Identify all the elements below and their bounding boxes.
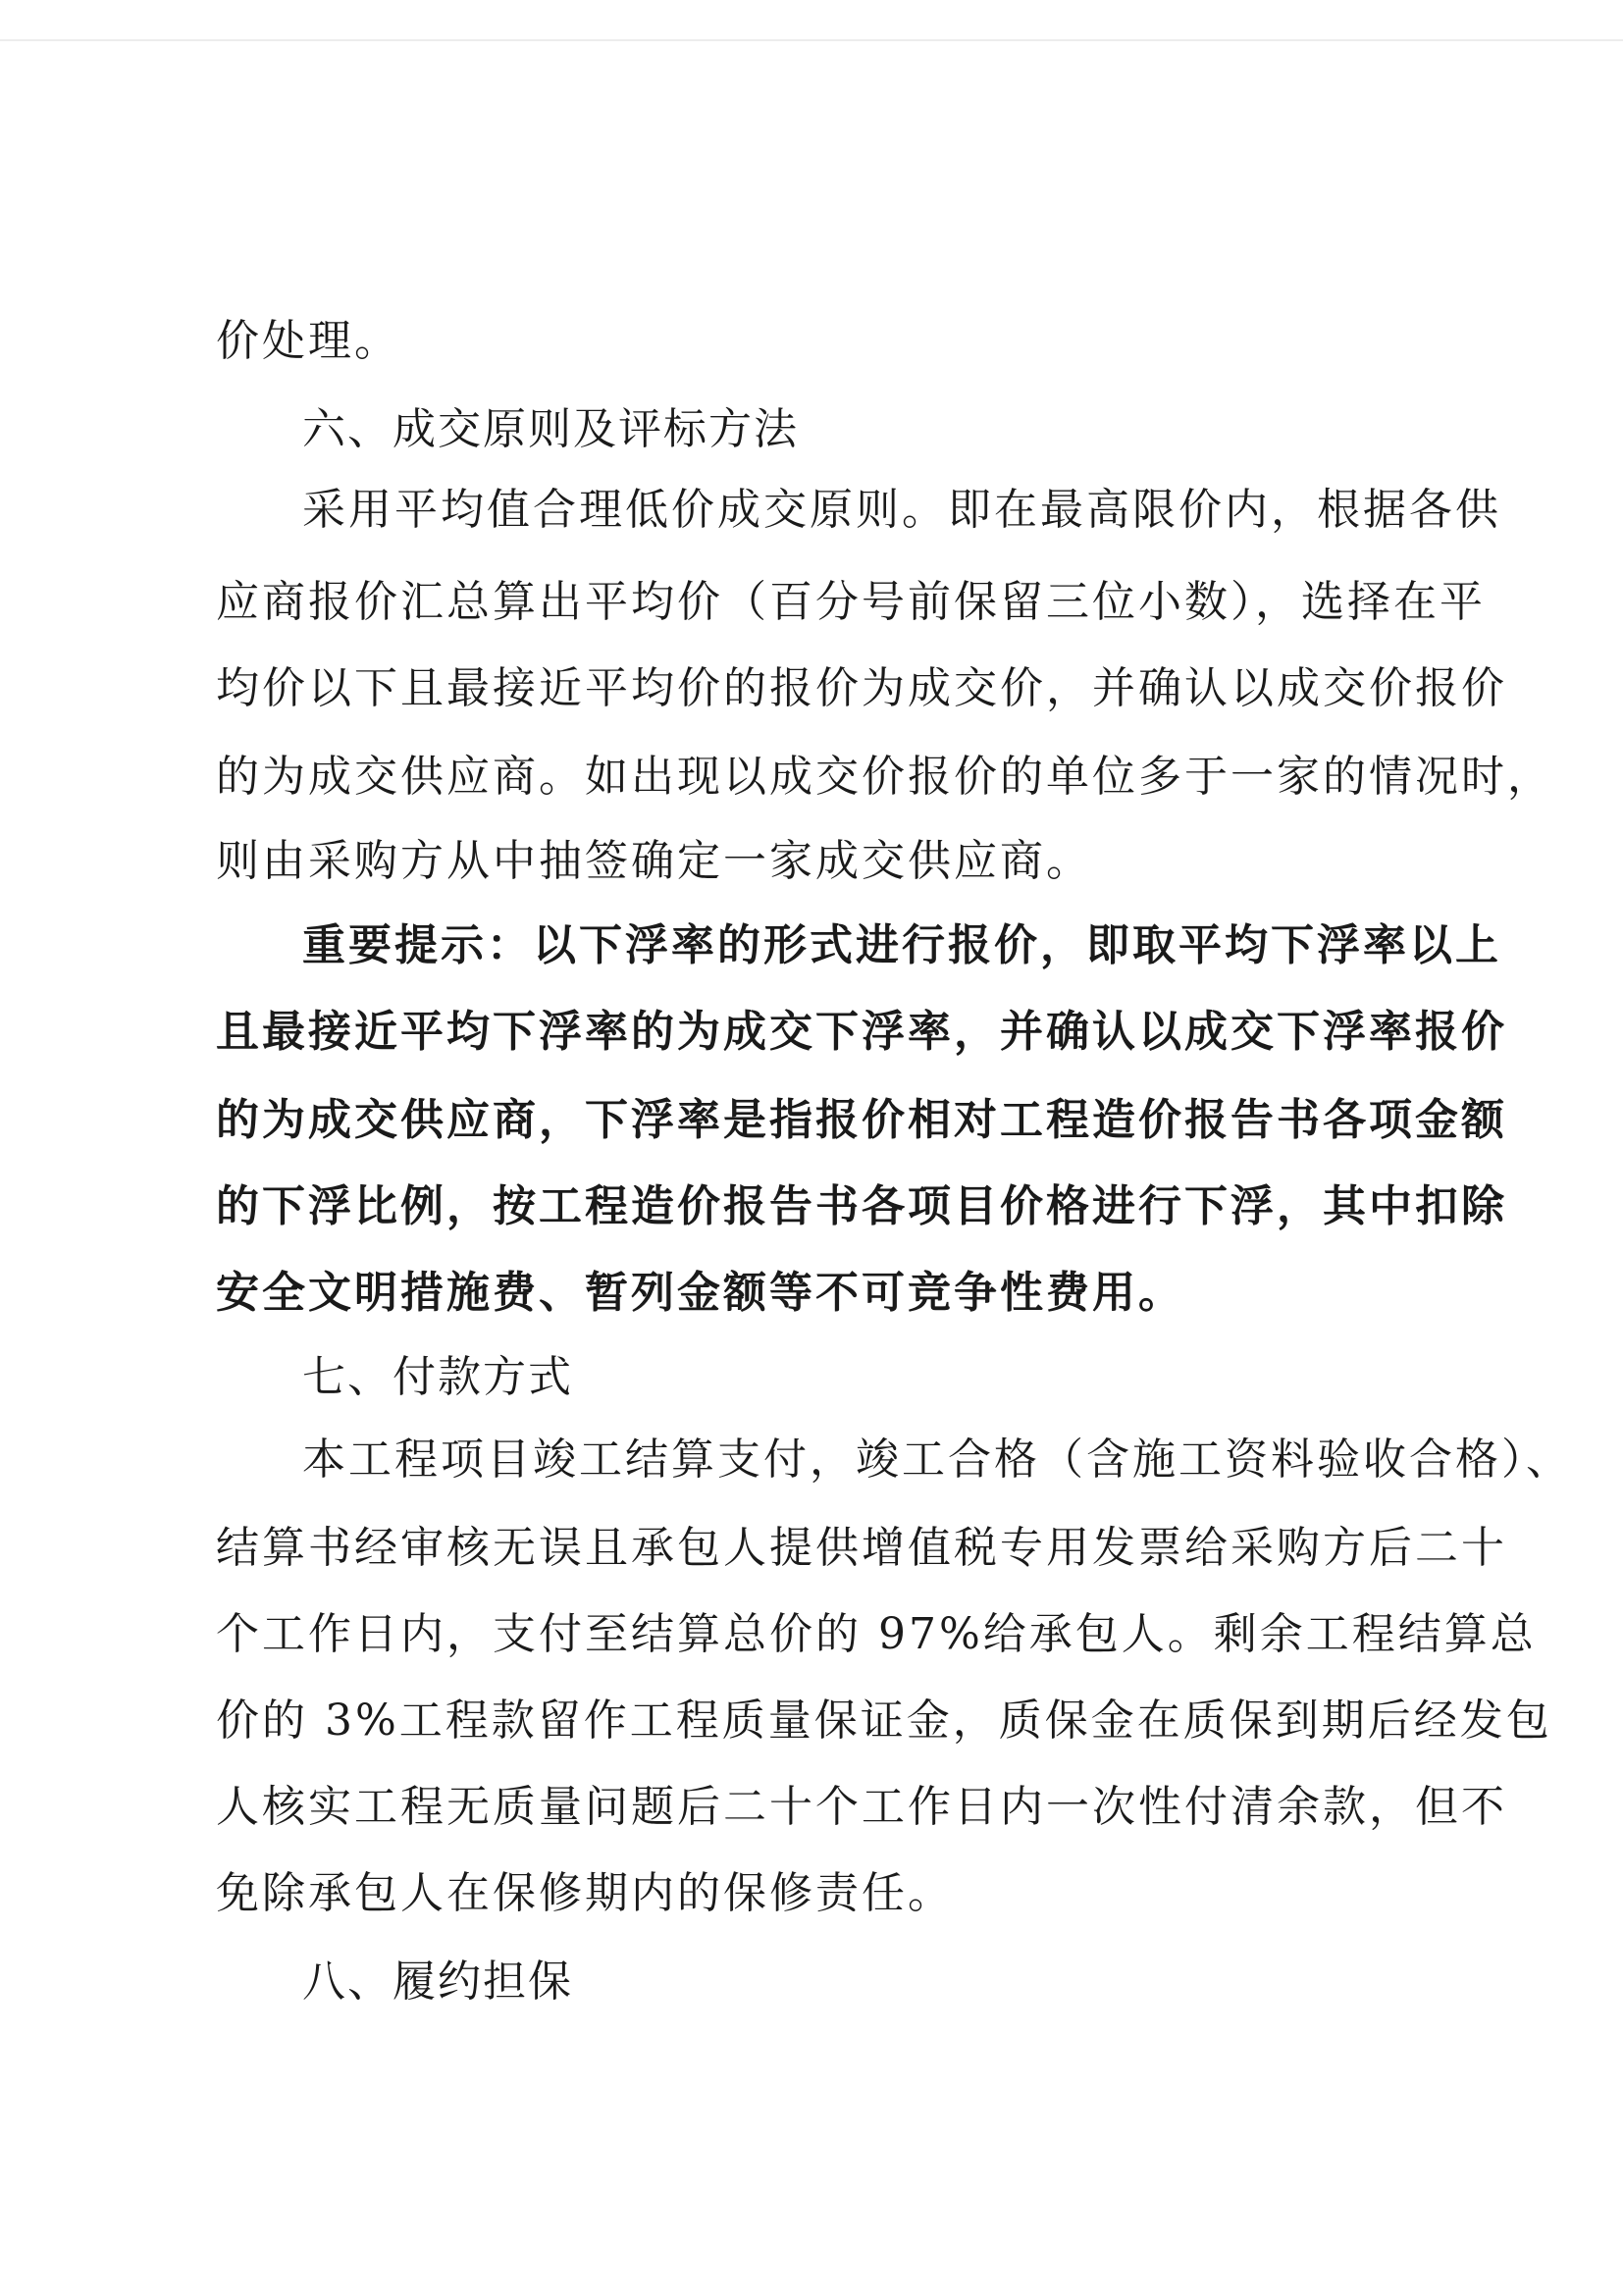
important-note-line: 安全文明措施费、暂列金额等不可竞争性费用。 (216, 1268, 1184, 1318)
paragraph-line: 应商报价汇总算出平均价（百分号前保留三位小数），选择在平 (216, 577, 1486, 627)
paragraph-line: 均价以下且最接近平均价的报价为成交价，并确认以成交价报价 (216, 663, 1507, 713)
section-heading-6: 六、成交原则及评标方法 (302, 404, 799, 454)
paragraph-line: 的为成交供应商。如出现以成交价报价的单位多于一家的情况时， (216, 752, 1553, 802)
paragraph-line: 结算书经审核无误且承包人提供增值税专用发票给采购方后二十 (216, 1523, 1507, 1573)
paragraph-line: 个工作日内，支付至结算总价的 97%给承包人。剩余工程结算总 (216, 1609, 1537, 1659)
important-note-line: 重要提示：以下浮率的形式进行报价，即取平均下浮率以上 (302, 920, 1501, 970)
paragraph-line: 则由采购方从中抽签确定一家成交供应商。 (216, 836, 1092, 886)
paragraph-line: 本工程项目竣工结算支付，竣工合格（含施工资料验收合格）、 (302, 1435, 1572, 1485)
important-note-line: 且最接近平均下浮率的为成交下浮率，并确认以成交下浮率报价 (216, 1007, 1507, 1057)
continuation-line: 价处理。 (216, 316, 400, 366)
important-note-line: 的为成交供应商，下浮率是指报价相对工程造价报告书各项金额 (216, 1095, 1507, 1145)
section-heading-7: 七、付款方式 (302, 1352, 573, 1402)
paragraph-line: 免除承包人在保修期内的保修责任。 (216, 1868, 954, 1918)
section-heading-8: 八、履约担保 (302, 1957, 573, 2007)
important-note-line: 的下浮比例，按工程造价报告书各项目价格进行下浮，其中扣除 (216, 1181, 1507, 1231)
paragraph-line: 价的 3%工程款留作工程质量保证金，质保金在质保到期后经发包 (216, 1696, 1552, 1746)
paragraph-line: 人核实工程无质量问题后二十个工作日内一次性付清余款，但不 (216, 1782, 1507, 1832)
paragraph-line: 采用平均值合理低价成交原则。即在最高限价内，根据各供 (302, 485, 1501, 535)
